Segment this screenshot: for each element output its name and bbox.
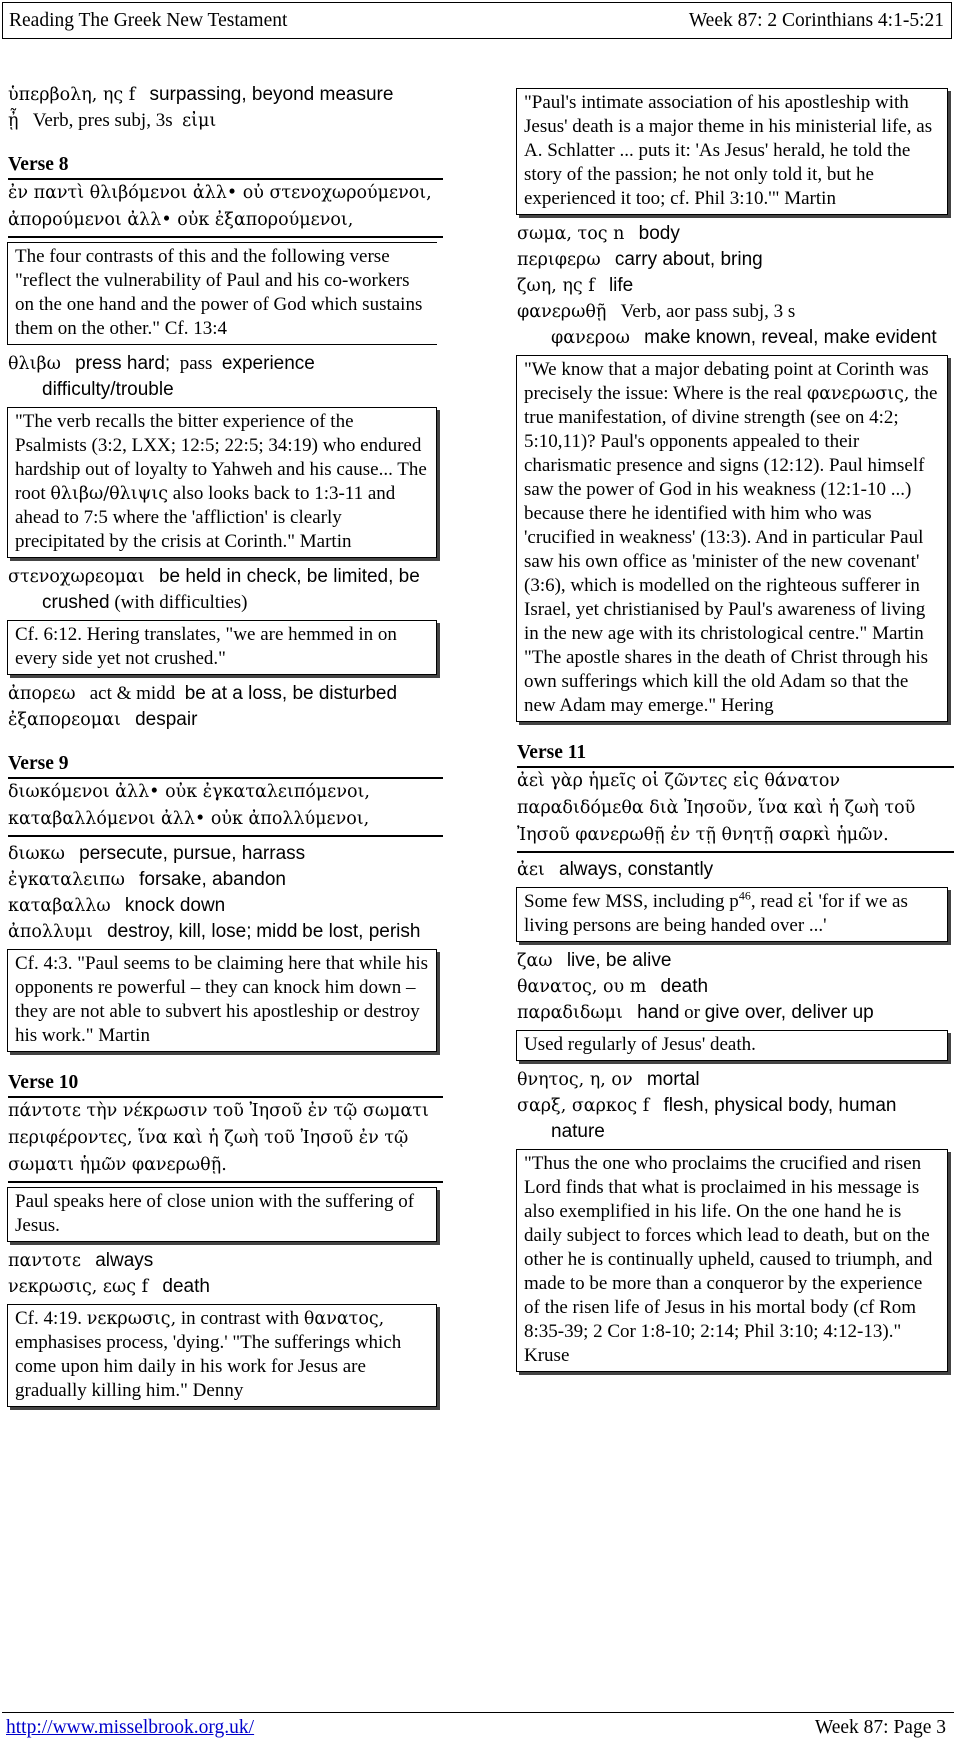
verse-8-text: ἐν παντὶ θλιβόμενοι ἀλλ• οὐ στενοχωρούμενοι, ἀπορούμενοι ἀλλ• οὐκ ἐξαπορούμενοι,	[8, 180, 443, 238]
greek-inline: θανατος,	[303, 1309, 385, 1329]
vocab-entry	[517, 948, 954, 974]
note-text: Some few MSS, including p	[524, 891, 739, 912]
definition: flesh, physical body, human nature	[551, 1095, 897, 1142]
voice-label: pass	[179, 353, 213, 374]
vocab-entry	[517, 974, 954, 1000]
vocab-entry	[517, 299, 954, 325]
commentary-note	[7, 1304, 437, 1407]
commentary-note: "Thus the one who proclaims the crucified and risen Lord finds that what is proclaimed in his message is also exemplified in his life. On the one hand he is daily subject to forces which lead to death, but on the other he is continually upheld, caused to triumph, and made to be more than a conqueror by the experience of the risen life of Jesus in his mortal body (cf Rom 8:35-39; 2 Cor 1:8-10; 2:14; Phil 3:10; 4:12-13)." Kruse	[516, 1149, 948, 1372]
page-number: Week 87: Page 3	[814, 1717, 946, 1738]
note-text: "The verb recalls the bitter experience of the Psalmists (3:2, LXX; 12:5; 22:5; 34:19) who endured hardship out of loyalty to Yahweh and his cause... The root	[15, 411, 427, 504]
greek-word: καταβαλλω	[8, 896, 111, 916]
greek-word: διωκω	[8, 844, 65, 864]
commentary-note: Cf. 4:3. "Paul seems to be claiming here that while his opponents re powerful – they can knock him down – they are not able to subvert his apostleship or destroy his work." Martin	[7, 949, 437, 1052]
greek-word: περιφερω	[517, 250, 601, 270]
note-text: 'for if we as living persons are being handed over ...'	[524, 891, 908, 936]
vocab-entry	[517, 221, 954, 247]
definition: give over, deliver up	[704, 1002, 874, 1023]
note-text: the true manifestation, of divine strength (see on 4:2; 5:10,11)? Paul's opponents appealed to their charismatic presence and signs (12:12). Paul himself saw the power of God in his weakness (12:1-10 ...) because there he identified with him who was 'crucified in weakness' (13:3). And in particular Paul saw his own office as 'minister of the new covenant' (3:6), which is modelled on the righteous sufferer in Israel, yet christianised by Paul's awareness of living in the new age with its christological centre." Martin	[524, 383, 938, 644]
vocab-entry	[8, 1248, 443, 1274]
note-text: , read	[750, 891, 794, 912]
vocab-entry	[517, 247, 954, 273]
commentary-note: "Paul's intimate association of his apostleship with Jesus' death is a major theme in his ministerial life, as A. Schlatter ... puts it: 'As Jesus' herald, he told the story of the passion; he not only told it, but he experienced it too; cf. Phil 3:10.'" Martin	[516, 88, 948, 215]
definition-note: (with difficulties)	[114, 592, 248, 613]
greek-word: φανεροω	[551, 328, 630, 348]
vocab-entry	[8, 1274, 443, 1300]
greek-word: παραδιδωμι	[517, 1003, 623, 1023]
greek-inline: εἰ	[797, 892, 814, 912]
definition: hand	[637, 1002, 680, 1023]
vocab-entry	[8, 108, 443, 134]
greek-word: ἀπορεω	[8, 684, 76, 704]
left-column	[8, 82, 443, 1413]
vocab-entry	[517, 1000, 954, 1026]
greek-word: ὑπερβολη, ης f	[8, 85, 136, 105]
verse-8-heading: Verse 8	[8, 152, 443, 180]
commentary-note: Paul speaks here of close union with the suffering of Jesus.	[7, 1187, 437, 1242]
greek-lemma: εἰμι	[182, 111, 217, 131]
commentary-note: Used regularly of Jesus' death.	[516, 1030, 948, 1061]
commentary-note: Cf. 6:12. Hering translates, "we are hemmed in on every side yet not crushed."	[7, 620, 437, 675]
definition: press hard;	[75, 353, 171, 374]
greek-inline: φανερωσις,	[806, 384, 910, 404]
greek-word: ἐξαπορεομαι	[8, 710, 121, 730]
vocab-entry	[8, 919, 443, 945]
verse-11-heading: Verse 11	[517, 740, 954, 768]
definition: be at a loss, be disturbed	[184, 683, 398, 704]
definition: experience difficulty/trouble	[42, 353, 315, 400]
definition: make known, reveal, make evident	[644, 327, 937, 348]
note-text: Cf. 4:19.	[15, 1308, 83, 1329]
vocab-entry	[517, 1093, 954, 1145]
definition: body	[638, 223, 680, 244]
greek-word: παντοτε	[8, 1251, 81, 1271]
commentary-note	[7, 407, 437, 558]
vocab-entry	[8, 564, 443, 616]
greek-word: ἐγκαταλειπω	[8, 870, 125, 890]
greek-word: ἀπολλυμι	[8, 922, 93, 942]
definition: live, be alive	[566, 950, 672, 971]
commentary-note	[516, 355, 948, 722]
definition: knock down	[124, 895, 226, 916]
definition: persecute, pursue, harrass	[79, 843, 306, 864]
definition: carry about, bring	[614, 249, 763, 270]
vocab-entry	[8, 867, 443, 893]
parsing: Verb, aor pass subj, 3 s	[620, 301, 796, 322]
definition: be held in check, be limited, be crushed	[42, 566, 420, 613]
header-title: Reading The Greek New Testament	[9, 9, 288, 31]
greek-inline: θλιβω/θλιψις	[50, 484, 169, 504]
definition: destroy, kill, lose;	[107, 921, 252, 942]
definition: always, constantly	[559, 859, 714, 880]
vocab-entry	[517, 857, 954, 883]
verse-10-text: πάντοτε τὴν νέκρωσιν τοῦ Ἰησοῦ ἐν τῷ σωματι περιφέροντες, ἵνα καὶ ἡ ζωὴ τοῦ Ἰησοῦ ἐν τῷ σωματι ἡμῶν φανερωθῇ.	[8, 1098, 443, 1183]
greek-word: θλιβω	[8, 354, 61, 374]
greek-word: ζωη, ης f	[517, 276, 595, 296]
page-header	[2, 2, 952, 39]
definition: be lost, perish	[302, 921, 421, 942]
verse-9-heading: Verse 9	[8, 751, 443, 779]
greek-word: φανερωθῇ	[517, 302, 607, 322]
voice-label: midd	[256, 921, 298, 942]
definition: life	[608, 275, 634, 296]
right-column	[517, 82, 954, 1378]
conjunction: or	[684, 1002, 700, 1023]
note-text: "We know that a major debating point at Corinth was precisely the issue: Where is the real	[524, 359, 929, 404]
greek-word: ᾖ	[8, 111, 19, 131]
greek-word: ζαω	[517, 951, 553, 971]
greek-word: στενοχωρεομαι	[8, 567, 145, 587]
verse-9-text: διωκόμενοι ἀλλ• οὐκ ἐγκαταλειπόμενοι, καταβαλλόμενοι ἀλλ• οὐκ ἀπολλύμενοι,	[8, 779, 443, 837]
vocab-entry	[517, 325, 954, 351]
note-text: in contrast with	[180, 1308, 300, 1329]
superscript: 46	[738, 888, 751, 903]
vocab-entry	[517, 273, 954, 299]
note-text: "The apostle shares in the death of Christ through his own sufferings which kill the old Adam so that the new Adam may emerge." Hering	[524, 647, 929, 716]
voice-label: act & midd	[89, 683, 176, 704]
greek-word: σωμα, τος n	[517, 224, 625, 244]
vocab-entry	[8, 681, 443, 707]
greek-inline: νεκρωσις,	[86, 1309, 177, 1329]
definition: surpassing, beyond measure	[149, 84, 394, 105]
definition: forsake, abandon	[139, 869, 286, 890]
greek-word: θνητος, η, ον	[517, 1070, 633, 1090]
definition: death	[162, 1276, 210, 1297]
vocab-entry	[517, 1067, 954, 1093]
header-week: Week 87: 2 Corinthians 4:1-5:21	[688, 9, 944, 31]
footer-divider	[2, 1712, 954, 1713]
vocab-entry	[8, 707, 443, 733]
greek-word: σαρξ, σαρκος f	[517, 1096, 650, 1116]
greek-word: νεκρωσις, εως f	[8, 1277, 149, 1297]
verse-10-heading: Verse 10	[8, 1070, 443, 1098]
website-link[interactable]: http://www.misselbrook.org.uk/	[6, 1717, 255, 1738]
vocab-entry	[8, 82, 443, 108]
definition: death	[660, 976, 709, 997]
vocab-entry	[8, 841, 443, 867]
definition: mortal	[646, 1069, 700, 1090]
definition: despair	[135, 709, 198, 730]
vocab-entry	[8, 351, 443, 403]
vocab-entry	[8, 893, 443, 919]
commentary-note: The four contrasts of this and the following verse "reflect the vulnerability of Paul and his co-workers on the one hand and the power of God which sustains them on the other." Cf. 13:4	[7, 242, 437, 345]
greek-word: ἀει	[517, 860, 545, 880]
greek-word: θανατος, ου m	[517, 977, 647, 997]
commentary-note	[516, 887, 948, 942]
note-text: also looks back to 1:3-11 and ahead to 7:5 where the 'affliction' is clearly precipitated by the crisis at Corinth." Martin	[15, 483, 396, 552]
parsing: Verb, pres subj, 3s	[32, 110, 173, 131]
verse-11-text: ἀεὶ γὰρ ἡμεῖς οἱ ζῶντες εἰς θάνατον παραδιδόμεθα διὰ Ἰησοῦν, ἵνα καὶ ἡ ζωὴ τοῦ Ἰησοῦ φανερωθῇ ἐν τῇ θνητῇ σαρκὶ ἡμῶν.	[517, 768, 954, 853]
page-footer	[6, 1717, 946, 1739]
note-text: emphasises process, 'dying.' "The sufferings which come upon him daily in his work for Jesus are gradually killing him." Denny	[15, 1332, 402, 1401]
definition: always	[95, 1250, 154, 1271]
